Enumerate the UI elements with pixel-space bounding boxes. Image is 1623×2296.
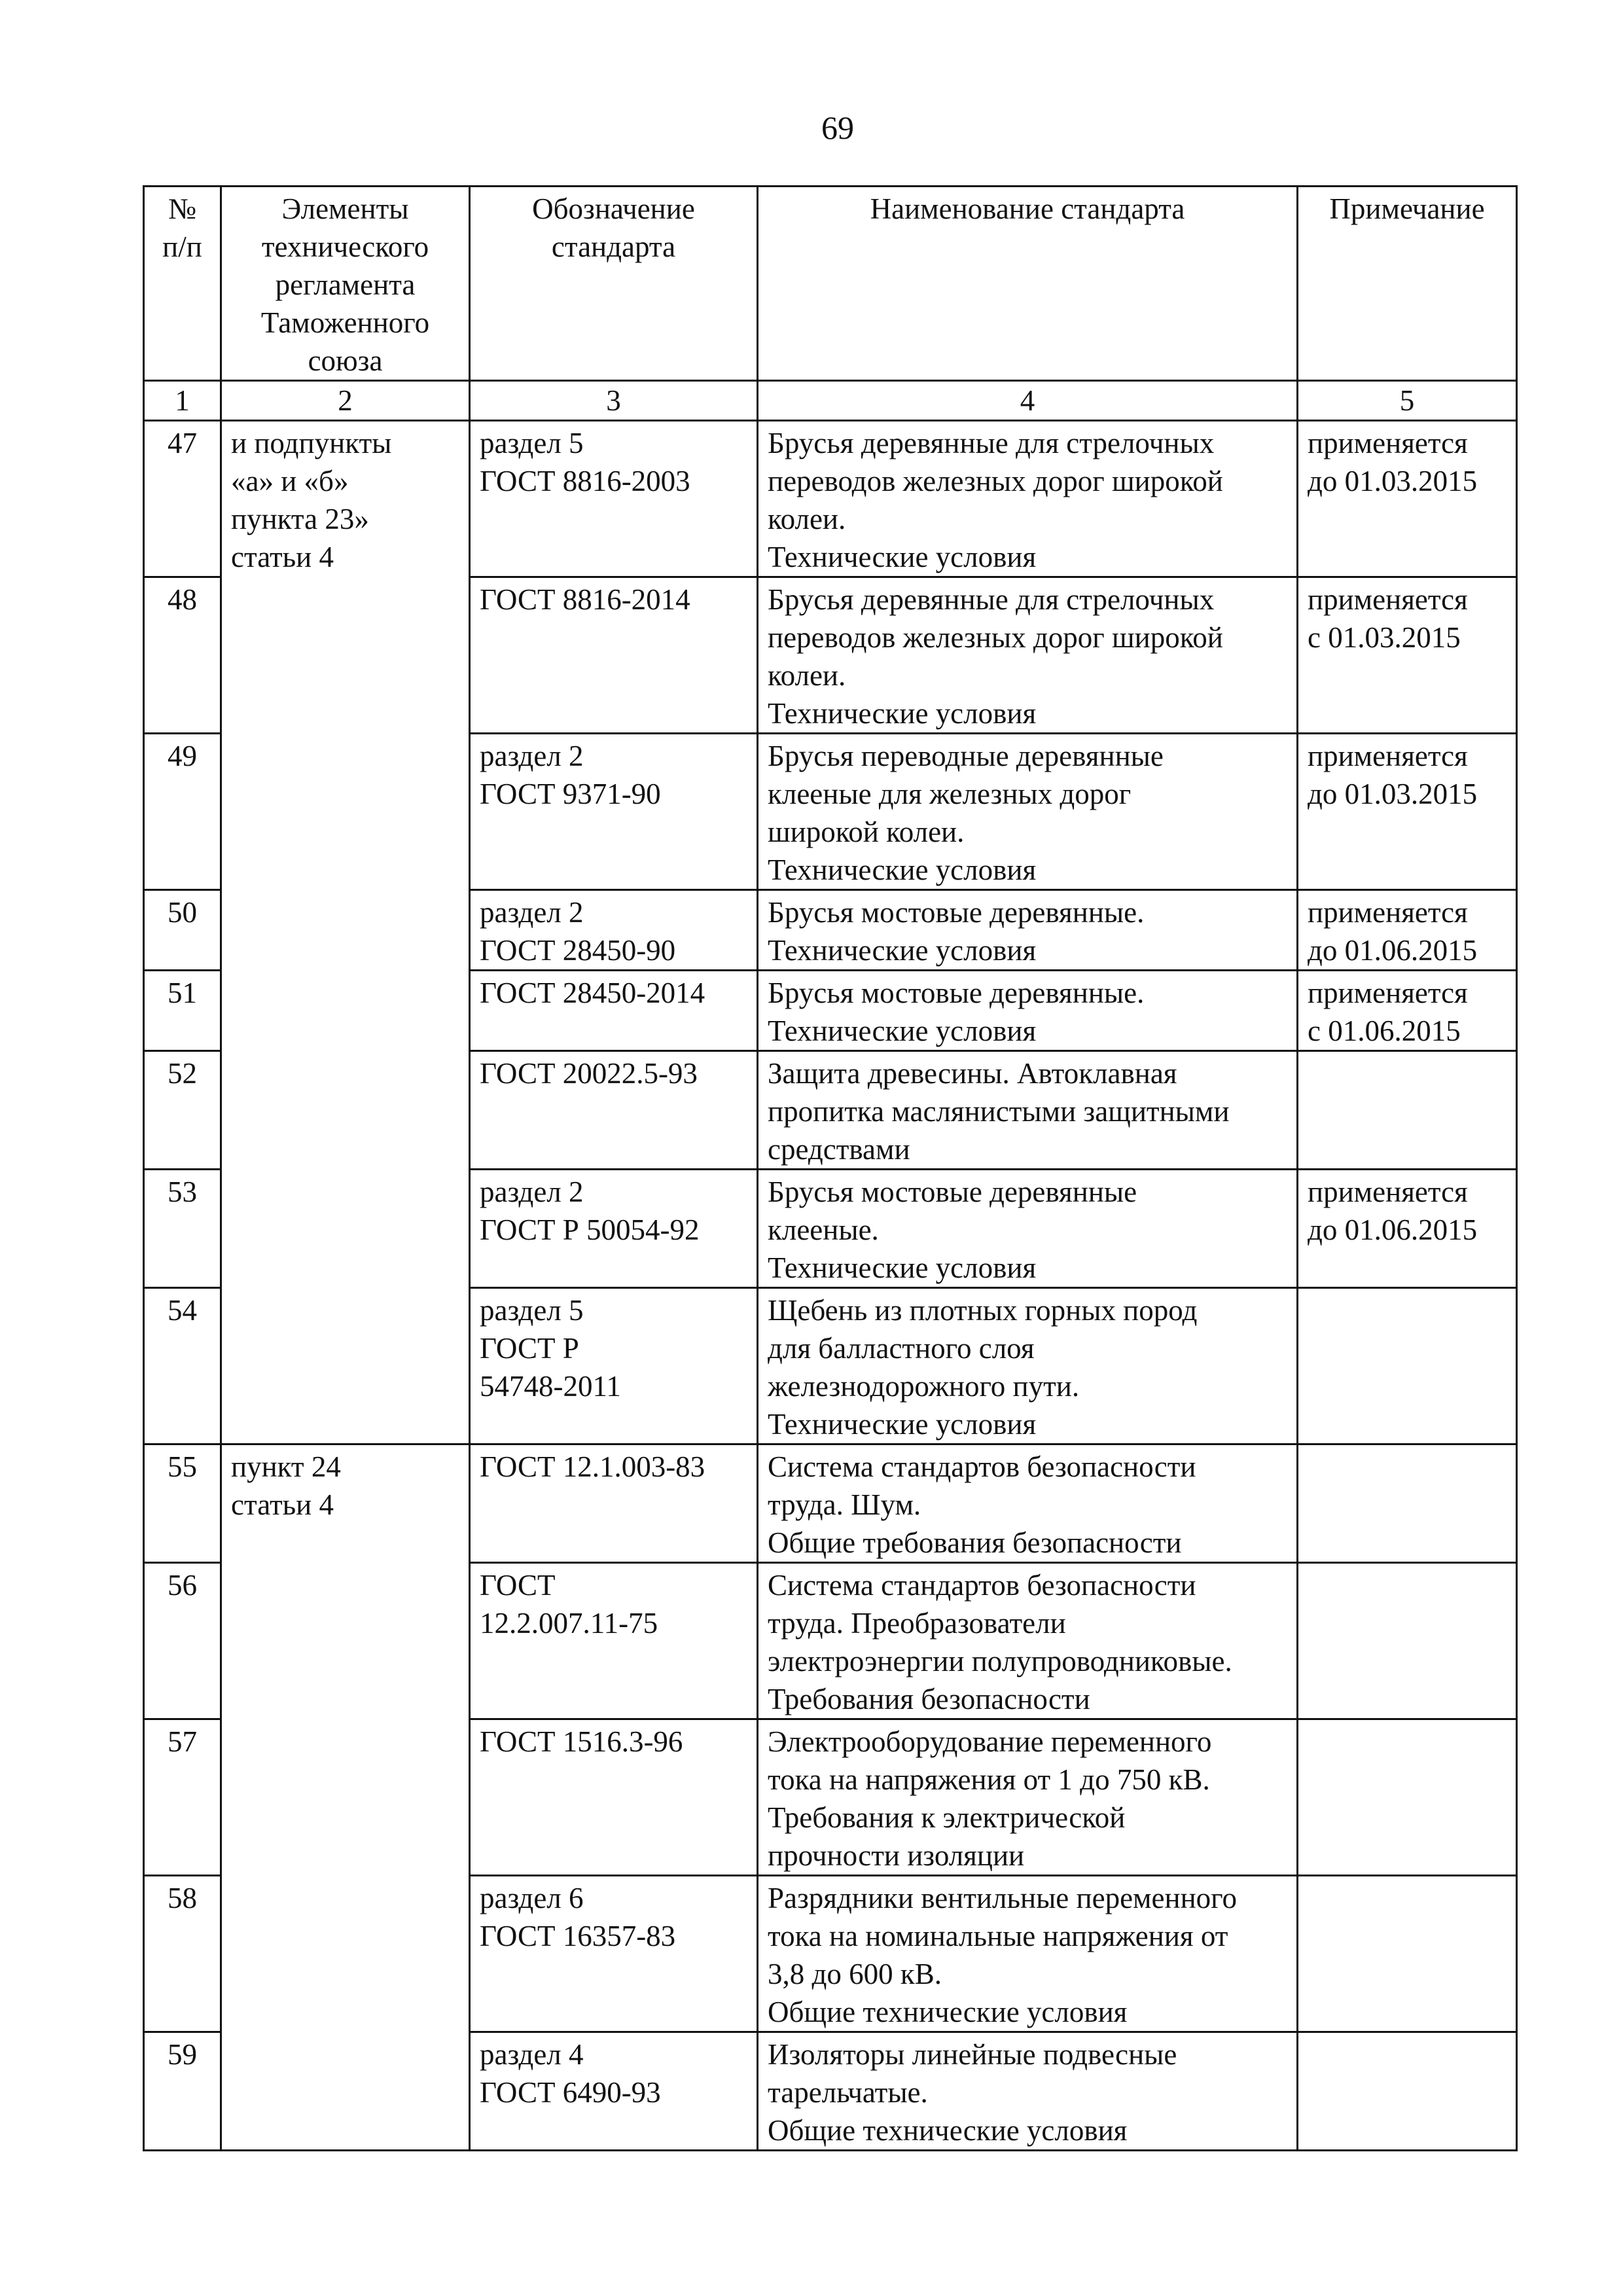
header-designation: Обозначение стандарта: [470, 187, 758, 381]
standards-table: [143, 185, 1518, 2151]
note: [1298, 1444, 1517, 1563]
note: применяется с 01.03.2015: [1298, 577, 1517, 734]
standard-designation: раздел 2 ГОСТ 9371-90: [470, 734, 758, 890]
table-row: [144, 421, 1517, 577]
note: применяется до 01.06.2015: [1298, 890, 1517, 971]
row-number: 54: [144, 1288, 221, 1444]
note: [1298, 1051, 1517, 1170]
header-num: № п/п: [144, 187, 221, 381]
note: [1298, 1876, 1517, 2032]
standard-name: Брусья деревянные для стрелочных переводов железных дорог широкой колеи. Технические условия: [758, 577, 1298, 734]
row-number: 55: [144, 1444, 221, 1563]
row-number: 47: [144, 421, 221, 577]
row-number: 59: [144, 2032, 221, 2151]
header-elements: Элементы технического регламента Таможенного союза: [221, 187, 470, 381]
column-numbers-row: [144, 381, 1517, 421]
standard-name: Брусья мостовые деревянные. Технические условия: [758, 971, 1298, 1051]
row-number: 50: [144, 890, 221, 971]
note: применяется до 01.03.2015: [1298, 421, 1517, 577]
standard-name: Изоляторы линейные подвесные тарельчатые. Общие технические условия: [758, 2032, 1298, 2151]
row-number: 49: [144, 734, 221, 890]
column-number: 5: [1298, 381, 1517, 421]
standard-designation: ГОСТ 28450-2014: [470, 971, 758, 1051]
standard-name: Брусья мостовые деревянные. Технические условия: [758, 890, 1298, 971]
standard-name: Защита древесины. Автоклавная пропитка маслянистыми защитными средствами: [758, 1051, 1298, 1170]
standard-designation: раздел 2 ГОСТ 28450-90: [470, 890, 758, 971]
note: [1298, 1563, 1517, 1719]
row-number: 51: [144, 971, 221, 1051]
standard-name: Щебень из плотных горных пород для балластного слоя железнодорожного пути. Технические условия: [758, 1288, 1298, 1444]
standard-designation: раздел 5 ГОСТ Р 54748-2011: [470, 1288, 758, 1444]
column-number: 4: [758, 381, 1298, 421]
standard-name: Брусья переводные деревянные клееные для железных дорог широкой колеи. Технические условия: [758, 734, 1298, 890]
note: [1298, 2032, 1517, 2151]
note: [1298, 1288, 1517, 1444]
regulation-element: и подпункты «а» и «б» пункта 23» статьи 4: [221, 421, 470, 1444]
column-number: 2: [221, 381, 470, 421]
note: применяется до 01.03.2015: [1298, 734, 1517, 890]
standard-name: Система стандартов безопасности труда. Шум. Общие требования безопасности: [758, 1444, 1298, 1563]
standard-designation: раздел 2 ГОСТ Р 50054-92: [470, 1170, 758, 1288]
column-number: 1: [144, 381, 221, 421]
standard-name: Брусья деревянные для стрелочных переводов железных дорог широкой колеи. Технические условия: [758, 421, 1298, 577]
note: [1298, 1719, 1517, 1876]
standard-designation: ГОСТ 8816-2014: [470, 577, 758, 734]
standard-designation: ГОСТ 12.1.003-83: [470, 1444, 758, 1563]
standard-name: Система стандартов безопасности труда. Преобразователи электроэнергии полупроводниковые. Требования безопасности: [758, 1563, 1298, 1719]
standard-name: Брусья мостовые деревянные клееные. Технические условия: [758, 1170, 1298, 1288]
table-body: [144, 421, 1517, 2151]
header-name: Наименование стандарта: [758, 187, 1298, 381]
note: применяется до 01.06.2015: [1298, 1170, 1517, 1288]
standard-designation: ГОСТ 20022.5-93: [470, 1051, 758, 1170]
standard-name: Электрооборудование переменного тока на напряжения от 1 до 750 кВ. Требования к электрической прочности изоляции: [758, 1719, 1298, 1876]
note: применяется с 01.06.2015: [1298, 971, 1517, 1051]
standard-designation: раздел 5 ГОСТ 8816-2003: [470, 421, 758, 577]
page-number: 69: [821, 109, 854, 146]
row-number: 57: [144, 1719, 221, 1876]
standard-name: Разрядники вентильные переменного тока на номинальные напряжения от 3,8 до 600 кВ. Общие технические условия: [758, 1876, 1298, 2032]
row-number: 56: [144, 1563, 221, 1719]
row-number: 52: [144, 1051, 221, 1170]
column-number: 3: [470, 381, 758, 421]
header-note: Примечание: [1298, 187, 1517, 381]
row-number: 58: [144, 1876, 221, 2032]
row-number: 48: [144, 577, 221, 734]
standard-designation: ГОСТ 12.2.007.11-75: [470, 1563, 758, 1719]
standard-designation: раздел 6 ГОСТ 16357-83: [470, 1876, 758, 2032]
table-row: [144, 1444, 1517, 1563]
table-header-row: [144, 187, 1517, 381]
row-number: 53: [144, 1170, 221, 1288]
standard-designation: раздел 4 ГОСТ 6490-93: [470, 2032, 758, 2151]
regulation-element: пункт 24 статьи 4: [221, 1444, 470, 2151]
standard-designation: ГОСТ 1516.3-96: [470, 1719, 758, 1876]
